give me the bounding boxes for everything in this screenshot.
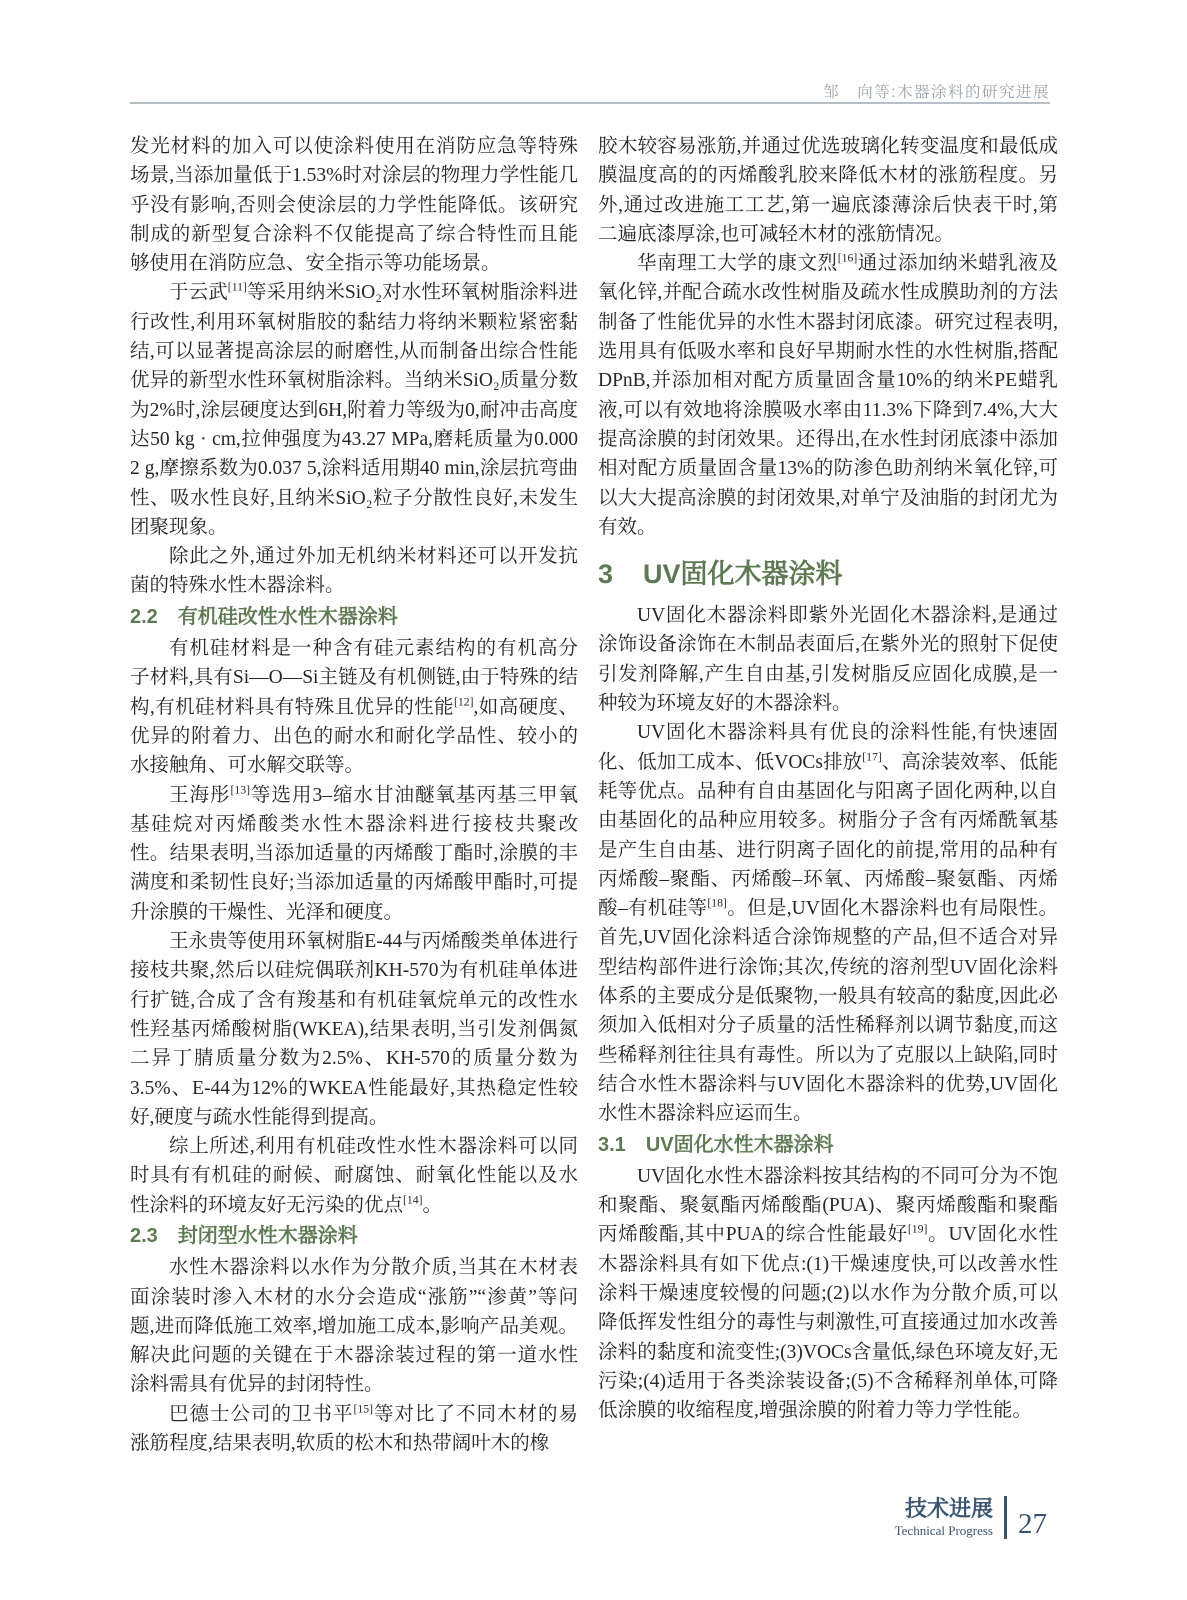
paragraph: UV固化水性木器涂料按其结构的不同可分为不饱和聚酯、聚氨酯丙烯酸酯(PUA)、聚丙烯酸酯和聚酯丙烯酸酯,其中PUA的综合性能最好[19]。UV固化水性木器涂料具有如下优点:(1)干燥速度快,可以改善水性涂料干燥速度较慢的问题;(2)以水作为分散介质,可以降低挥发性组分的毒性与刺激性,可直接通过加水改善涂料的黏度和流变性;(3)VOCs含量低,绿色环境友好,无污染;(4)适用于各类涂装设备;(5)不含稀释剂单体,可降低涂膜的收缩程度,增强涂膜的附着力等力学性能。 — [598, 1165, 1058, 1422]
section-title: 封闭型水性木器涂料 — [177, 1224, 358, 1247]
paragraph: 华南理工大学的康文烈[16]通过添加纳米蜡乳液及氧化锌,并配合疏水改性树脂及疏水性成膜助剂的方法制备了性能优异的水性木器封闭底漆。研究过程表明,选用具有低吸水率和良好早期耐水性的水性树脂,搭配DPnB,并添加相对配方质量固含量10%的纳米PE蜡乳液,可以有效地将涂膜吸水率由11.3%下降到7.4%,大大提高涂膜的封闭效果。还得出,在水性封闭底漆中添加相对配方质量固含量13%的防渗色助剂纳米氧化锌,可以大大提高涂膜的封闭效果,对单宁及油脂的封闭尤为有效。 — [598, 251, 1058, 538]
section-number: 3 — [598, 559, 614, 590]
paragraph: 王永贵等使用环氧树脂E-44与丙烯酸类单体进行接枝共聚,然后以硅烷偶联剂KH-570为有机硅单体进行扩链,合成了含有羧基和有机硅氧烷单元的改性水性羟基丙烯酸树脂(WKEA),结果表明,当引发剂偶氮二异丁腈质量分数为2.5%、KH-570的质量分数为3.5%、E-44为12%的WKEA性能最好,其热稳定性较好,硬度与疏水性能得到提高。 — [130, 931, 578, 1128]
section-heading-2-3 — [130, 1222, 578, 1251]
right-column — [598, 132, 1058, 1425]
paragraph: 除此之外,通过外加无机纳米材料还可以开发抗菌的特殊水性木器涂料。 — [130, 546, 578, 597]
page-footer — [895, 1496, 1047, 1539]
header-rule — [130, 102, 1050, 104]
footer-section-en: Technical Progress — [894, 1523, 993, 1538]
paragraph: 巴德士公司的卫书平[15]等对比了不同木材的易涨筋程度,结果表明,软质的松木和热带阔叶木的橡 — [130, 1402, 578, 1455]
section-heading-2-2 — [130, 603, 578, 632]
section-title: 有机硅改性水性木器涂料 — [177, 605, 398, 628]
paragraph: UV固化木器涂料具有优良的涂料性能,有快速固化、低加工成本、低VOCs排放[17]、高涂装效率、低能耗等优点。品种有自由基固化与阳离子固化两种,以自由基固化的品种应用较多。树脂分子含有丙烯酰氧基是产生自由基、进行阴离子固化的前提,常用的品种有丙烯酸–聚酯、丙烯酸–环氧、丙烯酸–聚氨酯、丙烯酸–有机硅等[18]。但是,UV固化木器涂料也有局限性。首先,UV固化涂料适合涂饰规整的产品,但不适合对异型结构部件进行涂饰;其次,传统的溶剂型UV固化涂料体系的主要成分是低聚物,一般具有较高的黏度,因此必须加入低相对分子质量的活性稀释剂以调节黏度,而这些稀释剂往往具有毒性。所以为了克服以上缺陷,同时结合水性木器涂料与UV固化木器涂料的优势,UV固化水性木器涂料应运而生。 — [598, 722, 1058, 1125]
paragraph: 胶木较容易涨筋,并通过优选玻璃化转变温度和最低成膜温度高的的丙烯酸乳胶来降低木材的涨筋程度。另外,通过改进施工工艺,第一遍底漆薄涂后快表干时,第二遍底漆厚涂,也可减轻木材的涨筋情况。 — [598, 136, 1058, 245]
page-number: 27 — [1018, 1508, 1047, 1540]
section-heading-3 — [598, 556, 1058, 592]
section-heading-3-1 — [598, 1131, 1058, 1160]
section-number: 2.2 — [130, 605, 158, 628]
footer-section-label — [895, 1496, 1007, 1539]
footer-section-cn: 技术进展 — [904, 1496, 993, 1521]
paragraph: 综上所述,利用有机硅改性水性木器涂料可以同时具有有机硅的耐候、耐腐蚀、耐氧化性能以及水性涂料的环境友好无污染的优点[14]。 — [130, 1136, 578, 1216]
running-head-title: 邹 向等:木器涂料的研究进展 — [823, 84, 1050, 101]
left-column — [130, 132, 578, 1458]
section-title: UV固化木器涂料 — [643, 559, 843, 590]
section-number: 3.1 — [598, 1133, 626, 1156]
section-title: UV固化水性木器涂料 — [645, 1133, 834, 1156]
paragraph: UV固化木器涂料即紫外光固化木器涂料,是通过涂饰设备涂饰在木制品表面后,在紫外光的照射下促使引发剂降解,产生自由基,引发树脂反应固化成膜,是一种较为环境友好的木器涂料。 — [598, 605, 1058, 715]
paragraph: 水性木器涂料以水作为分散介质,当其在木材表面涂装时渗入木材的水分会造成“涨筋”“渗黄”等问题,进而降低施工效率,增加施工成本,影响产品美观。解决此问题的关键在于木器涂装过程的第一道水性涂料需具有优异的封闭特性。 — [130, 1257, 578, 1396]
paragraph: 王海彤[13]等选用3–缩水甘油醚氧基丙基三甲氧基硅烷对丙烯酸类水性木器涂料进行接枝共聚改性。结果表明,当添加适量的丙烯酸丁酯时,涂膜的丰满度和柔韧性良好;当添加适量的丙烯酸甲酯时,可提升涂膜的干燥性、光泽和硬度。 — [130, 783, 578, 923]
paragraph: 有机硅材料是一种含有硅元素结构的有机高分子材料,具有Si—O—Si主链及有机侧链,由于特殊的结构,有机硅材料具有特殊且优异的性能[12],如高硬度、优异的附着力、出色的耐水和耐化学品性、较小的水接触角、可水解交联等。 — [130, 638, 578, 777]
section-number: 2.3 — [130, 1224, 158, 1247]
paragraph: 于云武[11]等采用纳米SiO₂对水性环氧树脂涂料进行改性,利用环氧树脂胶的黏结力将纳米颗粒紧密黏结,可以显著提高涂层的耐磨性,从而制备出综合性能优异的新型水性环氧树脂涂料。当纳米SiO₂质量分数为2%时,涂层硬度达到6H,附着力等级为0,耐冲击高度达50 kg · cm,拉伸强度为43.27 MPa,磨耗质量为0.000 2 g,摩擦系数为0.037 5,涂料适用期40 min,涂层抗弯曲性、吸水性良好,且纳米SiO₂粒子分散性良好,未发生团聚现象。 — [130, 280, 578, 538]
paragraph: 发光材料的加入可以使涂料使用在消防应急等特殊场景,当添加量低于1.53%时对涂层的物理力学性能几乎没有影响,否则会使涂层的力学性能降低。该研究制成的新型复合涂料不仅能提高了综合特性而且能够使用在消防应急、安全指示等功能场景。 — [130, 136, 578, 275]
